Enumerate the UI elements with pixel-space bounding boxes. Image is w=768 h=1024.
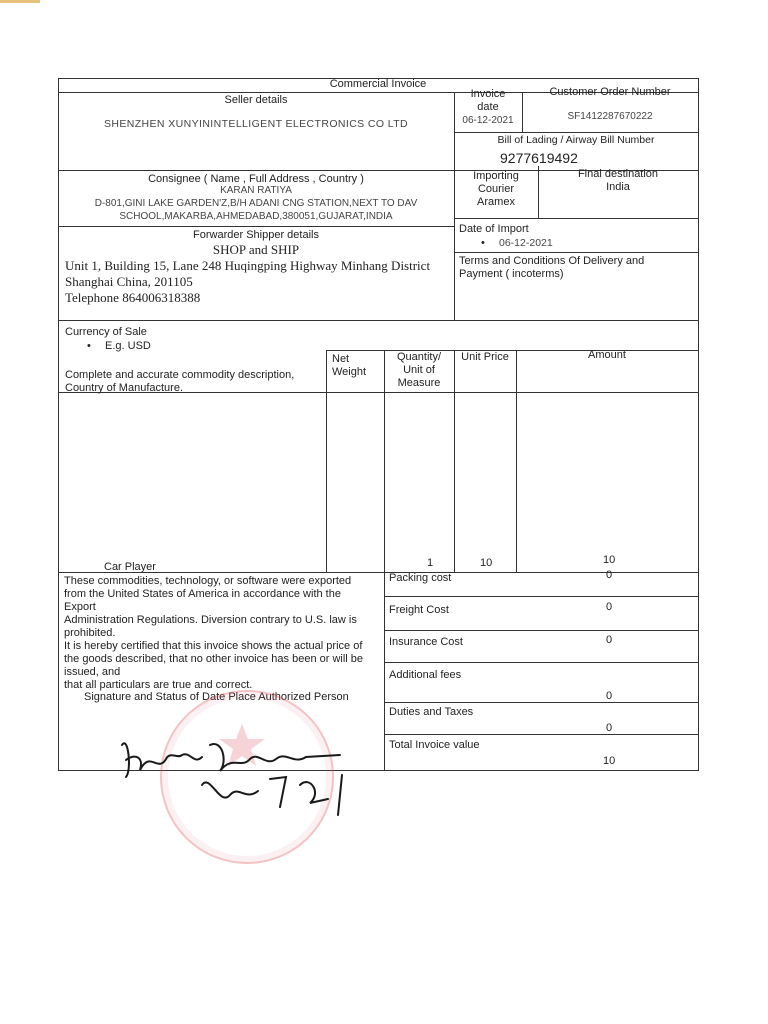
- freight-cost-value: 0: [606, 601, 613, 613]
- invoice-date-label-1: Invoice: [470, 88, 506, 100]
- forwarder-divider: [58, 320, 698, 321]
- net-weight-header-2: Weight: [332, 366, 367, 378]
- additional-fees-value: 0: [606, 690, 613, 702]
- terms-line-1: Terms and Conditions Of Delivery and: [459, 255, 645, 267]
- consignee-name: KARAN RATIYA: [220, 185, 292, 196]
- consignee-label: Consignee ( Name , Full Address , Country ): [148, 173, 364, 185]
- declaration-line-6: It is hereby certified that this invoice shows the actual price of: [64, 640, 363, 652]
- customer-order-value: SF1412287670222: [567, 111, 653, 122]
- customer-order-label: Customer Order Number: [549, 86, 671, 98]
- declaration-line-4: Administration Regulations. Diversion contrary to U.S. law is: [64, 614, 357, 626]
- currency-value: E.g. USD: [105, 340, 151, 352]
- final-destination-label: Final destination: [577, 168, 659, 180]
- importing-courier-value: Aramex: [477, 196, 515, 208]
- total-invoice-value: 10: [603, 755, 616, 767]
- forwarder-label: Forwarder Shipper details: [193, 229, 319, 241]
- bill-of-lading-label: Bill of Lading / Airway Bill Number: [497, 134, 655, 146]
- currency-label: Currency of Sale: [65, 326, 147, 338]
- importing-courier-label-1: Importing: [473, 170, 519, 182]
- unit-price-header: Unit Price: [461, 351, 509, 363]
- declaration-line-9: that all particulars are true and correct.: [64, 679, 253, 691]
- final-destination-value: India: [606, 181, 630, 193]
- import-date-divider: [454, 252, 698, 253]
- quantity-header-2: Unit of: [403, 364, 435, 376]
- date-of-import-label: Date of Import: [459, 223, 529, 235]
- description-header-1: Complete and accurate commodity description,: [65, 369, 295, 381]
- consignee-address-1: D-801,GINI LAKE GARDEN'Z,B/H ADANI CNG STATION,NEXT TO DAV: [94, 198, 418, 209]
- terms-line-2: Payment ( incoterms): [459, 268, 564, 280]
- seller-name: SHENZHEN XUNYININTELLIGENT ELECTRONICS CO LTD: [103, 118, 409, 130]
- invoice-date-label-2: date: [477, 101, 499, 113]
- item-amount: 10: [603, 554, 616, 566]
- total-invoice-label: Total Invoice value: [389, 739, 480, 751]
- order-divider: [454, 132, 698, 133]
- importing-courier-label-2: Courier: [477, 183, 515, 195]
- table-col-3: [454, 350, 455, 572]
- duties-taxes-label: Duties and Taxes: [389, 706, 474, 718]
- declaration-line-5: prohibited.: [64, 627, 116, 639]
- quantity-header-1: Quantity/: [396, 351, 442, 363]
- declaration-line-2: from the United States of America in accordance with the: [64, 588, 341, 600]
- amount-header: Amount: [588, 349, 626, 361]
- insurance-cost-value: 0: [606, 634, 613, 646]
- forwarder-telephone: Telephone 864006318388: [65, 290, 201, 305]
- date-of-import-bullet: •: [481, 237, 485, 249]
- table-col-2: [384, 350, 385, 770]
- item-unit-price: 10: [480, 557, 493, 569]
- seller-label: Seller details: [224, 94, 288, 106]
- date-of-import-value: 06-12-2021: [499, 237, 553, 249]
- frame-right: [698, 78, 699, 771]
- bill-of-lading-value: 9277619492: [500, 150, 578, 166]
- insurance-divider: [384, 662, 698, 663]
- handwritten-signature: [110, 715, 370, 825]
- table-col-1: [326, 350, 327, 572]
- item-description: Car Player: [104, 561, 156, 573]
- insurance-cost-label: Insurance Cost: [389, 636, 463, 648]
- additional-divider: [384, 702, 698, 703]
- declaration-line-1: These commodities, technology, or software were exported: [64, 575, 352, 587]
- currency-bullet: •: [87, 340, 91, 352]
- forwarder-address-2: Shanghai China, 201105: [65, 274, 193, 289]
- duties-taxes-value: 0: [606, 722, 613, 734]
- declaration-line-7: the goods described, that no other invoice has been or will be: [64, 653, 364, 665]
- forwarder-name: SHOP and SHIP: [212, 242, 300, 257]
- packing-divider: [384, 596, 698, 597]
- packing-cost-value: 0: [606, 569, 613, 581]
- net-weight-header-1: Net: [332, 353, 350, 365]
- consignee-divider: [58, 226, 454, 227]
- freight-cost-label: Freight Cost: [389, 604, 449, 616]
- duties-divider: [384, 734, 698, 735]
- table-col-4: [516, 350, 517, 572]
- document-title: Commercial Invoice: [329, 78, 427, 90]
- description-header-2: Country of Manufacture.: [65, 382, 184, 394]
- item-quantity: 1: [427, 557, 434, 569]
- declaration-line-3: Export: [64, 601, 96, 613]
- courier-bottom-divider: [454, 218, 698, 219]
- invoice-date-value: 06-12-2021: [462, 115, 514, 126]
- page-corner-mark: [0, 0, 40, 3]
- consignee-address-2: SCHOOL,MAKARBA,AHMEDABAD,380051,GUJARAT,INDIA: [119, 211, 393, 222]
- freight-divider: [384, 630, 698, 631]
- forwarder-address-1: Unit 1, Building 15, Lane 248 Huqingping Highway Minhang District: [65, 258, 431, 273]
- packing-cost-label: Packing cost: [389, 572, 452, 584]
- quantity-header-3: Measure: [397, 377, 441, 389]
- signature-label: Signature and Status of Date Place Authorized Person: [84, 691, 349, 703]
- additional-fees-label: Additional fees: [389, 669, 462, 681]
- declaration-line-8: issued, and: [64, 666, 121, 678]
